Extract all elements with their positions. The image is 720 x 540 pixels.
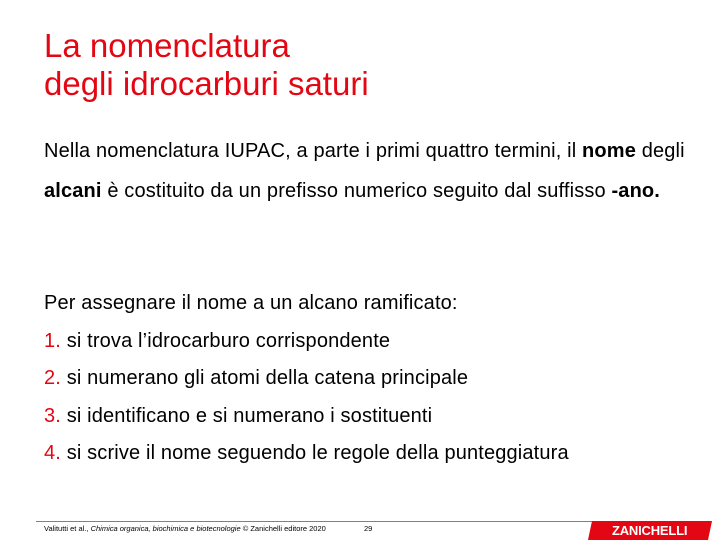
rules-intro: Per assegnare il nome a un alcano ramificato: <box>44 292 458 314</box>
intro-bold-nome: nome <box>582 140 636 162</box>
rule-step-1 <box>44 323 694 361</box>
intro-text-2: degli <box>635 140 685 162</box>
footer-publisher: © Zanichelli editore 2020 <box>240 524 326 533</box>
publisher-logo <box>588 521 712 540</box>
rule-step-2 <box>44 360 694 398</box>
rule-text-1: si trova l’idrocarburo corrispondente <box>60 329 391 352</box>
slide-title-line-1: La nomenclatura <box>44 27 290 64</box>
footer-divider <box>36 521 683 522</box>
publisher-logo-text: ZANICHELLI <box>612 523 688 538</box>
rule-step-4 <box>44 435 694 473</box>
footer-book-title: Chimica organica, biochimica e biotecnologie <box>90 524 241 533</box>
rule-number-1: 1. <box>44 329 61 352</box>
intro-text-1: Nella nomenclatura IUPAC, a parte i primi quattro termini, il <box>44 140 583 162</box>
footer-authors: Valitutti et al. <box>44 524 87 533</box>
footer-credit <box>44 524 326 533</box>
rule-number-4: 4. <box>44 442 61 464</box>
page-number: 29 <box>364 524 373 533</box>
intro-text-3: è costituito da un prefisso numerico seguito dal suffisso <box>101 180 612 202</box>
slide-title <box>44 27 684 103</box>
intro-bold-alcani: alcani <box>44 180 102 202</box>
slide-title-line-2: degli idrocarburi saturi <box>44 65 369 102</box>
intro-bold-suffix: -ano. <box>611 180 661 202</box>
intro-paragraph <box>44 131 694 211</box>
rule-step-3 <box>44 398 694 436</box>
rule-text-4: si scrive il nome seguendo le regole della punteggiatura <box>60 442 569 464</box>
rule-number-3: 3. <box>44 404 61 427</box>
footer-separator: , <box>86 524 91 533</box>
rule-number-2: 2. <box>44 367 61 389</box>
naming-rules <box>44 285 694 473</box>
rule-text-2: si numerano gli atomi della catena principale <box>60 367 469 389</box>
rule-text-3: si identificano e si numerano i sostituenti <box>60 404 433 427</box>
